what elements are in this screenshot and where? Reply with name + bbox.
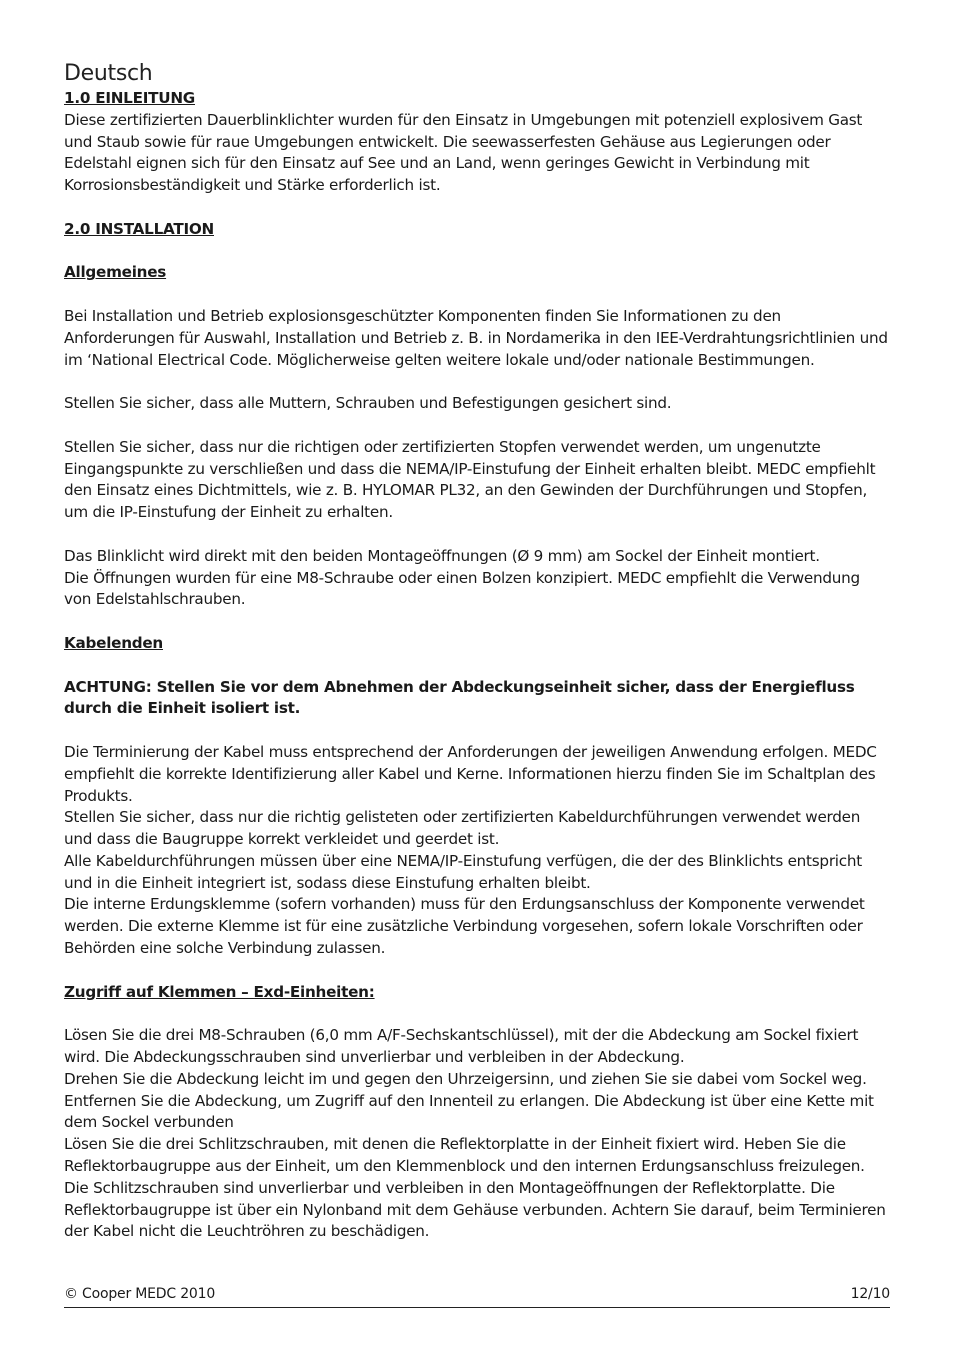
general-heading: Allgemeines bbox=[64, 263, 167, 282]
intro-heading: 1.0 EINLEITUNG bbox=[64, 89, 195, 107]
language-title: Deutsch bbox=[64, 61, 153, 86]
cable-paragraph-3: Alle Kabeldurchführungen müssen über eine NEMA/IP-Einstufung verfügen, die der des Blinklichts entspricht und in die Einheit integriert ist, sodass diese Einstufung erhalten bleibt. bbox=[64, 851, 862, 892]
access-paragraph-3: Lösen Sie die drei Schlitzschrauben, mit denen die Reflektorplatte in der Einheit fixiert wird. Heben Sie die Reflektorbaugruppe aus der Einheit, um den Klemmenblock und den internen Erdungsanschluss freizulegen. Die Schlitzschrauben sind unverlierbar und verbleiben in den Montageöffnungen der Reflektorplatte. Die Reflektorbaugruppe ist über ein Nylonband mit dem Gehäuse verbunden. Achtern Sie darauf, beim Terminieren der Kabel nicht die Leuchtröhren zu beschädigen. bbox=[64, 1135, 886, 1241]
general-paragraph-2: Stellen Sie sicher, dass alle Muttern, Schrauben und Befestigungen gesichert sind. bbox=[64, 394, 672, 413]
access-paragraph-2: Drehen Sie die Abdeckung leicht im und gegen den Uhrzeigersinn, und ziehen Sie sie dabei vom Sockel weg. Entfernen Sie die Abdeckung, um Zugriff auf den Innenteil zu erlangen. Die Abdeckung ist über eine Kette mit dem Sockel verbunden bbox=[64, 1069, 874, 1132]
general-paragraph-1: Bei Installation und Betrieb explosionsgeschützter Komponenten finden Sie Informationen zu den Anforderungen für Auswahl, Installation und Betrieb z. B. in Nordamerika in den IEE-Verdrahtungsrichtlinien und im ‘National Electrical Code. Möglicherweise gelten weitere lokale und/oder nationale Bestimmungen. bbox=[64, 306, 888, 369]
general-paragraph-3: Stellen Sie sicher, dass nur die richtigen oder zertifizierten Stopfen verwendet werden, um ungenutzte Eingangspunkte zu verschließen und dass die NEMA/IP-Einstufung der Einheit erhalten bleibt. MEDC empfiehlt den Einsatz eines Dichtmittels, wie z. B. HYLOMAR PL32, an den Gewinden der Durchführungen und Stopfen, um die IP-Einstufung der Einheit zu erhalten. bbox=[64, 437, 876, 522]
cable-paragraph-1: Die Terminierung der Kabel muss entsprechend der Anforderungen der jeweiligen Anwendung erfolgen. MEDC empfiehlt die korrekte Identifizierung aller Kabel und Kerne. Informationen hierzu finden Sie im Schaltplan des Produkts. bbox=[64, 742, 877, 805]
cable-paragraph-2: Stellen Sie sicher, dass nur die richtig gelisteten oder zertifizierten Kabeldurchführungen verwendet werden und dass die Baugruppe korrekt verkleidet und geerdet ist. bbox=[64, 808, 861, 849]
cable-paragraph-4: Die interne Erdungsklemme (sofern vorhanden) muss für den Erdungsanschluss der Komponente verwendet werden. Die externe Klemme ist für eine zusätzliche Verbindung vorgesehen, sofern lokale Vorschriften oder Behörden eine solche Verbindung zulassen. bbox=[64, 895, 865, 958]
intro-paragraph: Diese zertifizierten Dauerblinklichter wurden für den Einsatz in Umgebungen mit potenziell explosivem Gast und Staub sowie für raue Umgebungen entwickelt. Die seewasserfesten Gehäuse aus Legierungen oder Edelstahl eignen sich für den Einsatz auf See und an Land, wenn geringes Gewicht in Verbindung mit Korrosionsbeständigkeit und Stärke erforderlich ist. bbox=[64, 110, 863, 195]
page-code: 12/10 bbox=[850, 1286, 890, 1302]
warning-text: ACHTUNG: Stellen Sie vor dem Abnehmen der Abdeckungseinheit sicher, dass der Energiefluss durch die Einheit isoliert ist. bbox=[64, 677, 855, 718]
document-body bbox=[64, 60, 890, 1243]
footer-divider bbox=[64, 1307, 890, 1308]
access-paragraph-1: Lösen Sie die drei M8-Schrauben (6,0 mm A/F-Sechskantschlüssel), mit der die Abdeckung am Sockel fixiert wird. Die Abdeckungsschrauben sind unverlierbar und verbleiben in der Abdeckung. bbox=[64, 1026, 859, 1067]
general-paragraph-4a: Das Blinklicht wird direkt mit den beiden Montageöffnungen (Ø 9 mm) am Sockel der Einheit montiert. bbox=[64, 546, 820, 565]
copyright-text: © Cooper MEDC 2010 bbox=[64, 1286, 216, 1302]
access-heading: Zugriff auf Klemmen – Exd-Einheiten: bbox=[64, 982, 375, 1001]
general-paragraph-4b: Die Öffnungen wurden für eine M8-Schraube oder einen Bolzen konzipiert. MEDC empfiehlt die Verwendung von Edelstahlschrauben. bbox=[64, 568, 860, 609]
installation-heading: 2.0 INSTALLATION bbox=[64, 219, 214, 238]
cable-heading: Kabelenden bbox=[64, 633, 163, 652]
